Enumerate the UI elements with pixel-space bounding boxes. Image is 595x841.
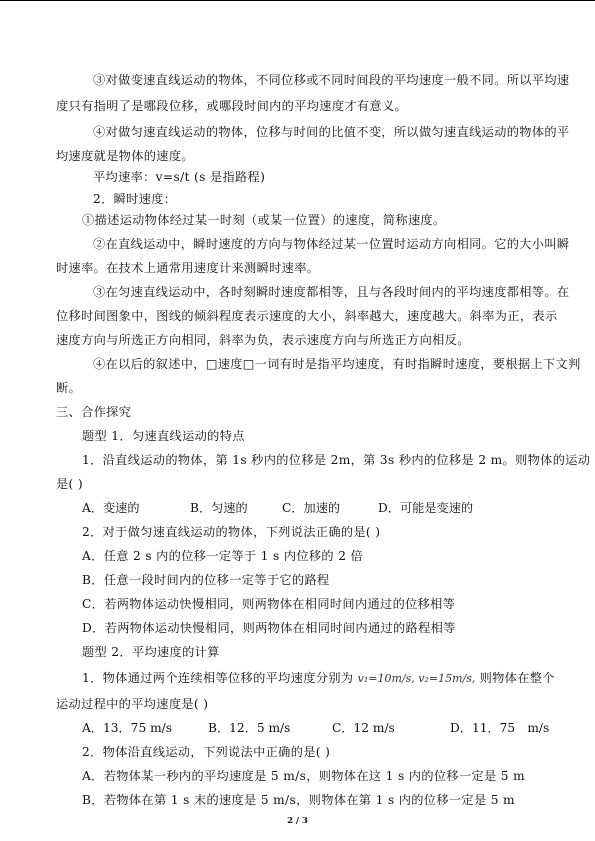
question-stem bbox=[82, 670, 555, 687]
text-line: 平均速率：v=s/t (s 是指路程) bbox=[93, 170, 266, 184]
text-line: 断。 bbox=[56, 381, 82, 395]
text-line: 均速度就是物体的速度。 bbox=[56, 149, 194, 163]
option-a: A．变速的 bbox=[82, 501, 140, 515]
text-line: 时速率。在技术上通常用速度计来测瞬时速率。 bbox=[56, 261, 320, 275]
option-c: C．加速的 bbox=[282, 501, 341, 515]
text-line: 速度方向与所选正方向相同，斜率为负，表示速度方向与所选正方向相反。 bbox=[56, 333, 470, 347]
option-d: D．若两物体运动快慢相同，则两物体在相同时间内通过的路程相等 bbox=[82, 621, 456, 635]
text-line: ④在以后的叙述中，□速度□一词有时是指平均速度，有时指瞬时速度，要根据上下文判 bbox=[93, 357, 581, 371]
question-type-heading: 题型 1．匀速直线运动的特点 bbox=[82, 429, 245, 443]
option-c: C．若两物体运动快慢相同，则两物体在相同时间内通过的位移相等 bbox=[82, 597, 456, 611]
option-b: B．若物体在第 1 s 末的速度是 5 m/s，则物体在第 1 s 内的位移一定是 5 m bbox=[82, 793, 515, 807]
option-b: B．12．5 m/s bbox=[208, 721, 291, 735]
text-line: 度只有指明了是哪段位移，或哪段时间内的平均速度才有意义。 bbox=[56, 99, 408, 113]
question-prefix: 1．物体通过两个连续相等位移的平均速度分别为 bbox=[82, 671, 354, 685]
question-stem: 是( ) bbox=[56, 477, 83, 491]
velocity-formula: v₁=10m/s, v₂=15m/s, bbox=[357, 672, 476, 685]
question-stem: 1．沿直线运动的物体，第 1s 秒内的位移是 2m，第 3s 秒内的位移是 2 m。则物体的运动 bbox=[82, 453, 591, 467]
text-line: ②在直线运动中，瞬时速度的方向与物体经过某一位置时运动方向相同。它的大小叫瞬 bbox=[93, 237, 570, 251]
page-number: 2 / 3 bbox=[287, 816, 308, 826]
question-stem: 2．对于做匀速直线运动的物体，下列说法正确的是( ) bbox=[82, 525, 381, 539]
question-type-heading: 题型 2．平均速度的计算 bbox=[82, 645, 220, 659]
option-b: B．匀速的 bbox=[190, 501, 248, 515]
option-a: A．若物体某一秒内的平均速度是 5 m/s，则物体在这 1 s 内的位移一定是 5 m bbox=[82, 769, 526, 783]
option-d: D．可能是变速的 bbox=[378, 501, 474, 515]
text-line: ④对做匀速直线运动的物体，位移与时间的比值不变，所以做匀速直线运动的物体的平 bbox=[93, 125, 570, 139]
option-b: B．任意一段时间内的位移一定等于它的路程 bbox=[82, 573, 330, 587]
question-stem: 2．物体沿直线运动，下列说法中正确的是( ) bbox=[82, 745, 331, 759]
question-stem: 运动过程中的平均速度是( ) bbox=[56, 697, 209, 711]
question-suffix: 则物体在整个 bbox=[479, 671, 555, 685]
option-d: D．11．75 m/s bbox=[450, 721, 550, 735]
option-a: A．13．75 m/s bbox=[82, 721, 172, 735]
text-line: ③在匀速直线运动中，各时刻瞬时速度都相等，且与各段时间内的平均速度都相等。在 bbox=[93, 285, 570, 299]
option-a: A．任意 2 s 内的位移一定等于 1 s 内位移的 2 倍 bbox=[82, 549, 364, 563]
page-top-rule bbox=[0, 0, 595, 1]
text-line: ①描述运动物体经过某一时刻（或某一位置）的速度，简称速度。 bbox=[82, 213, 446, 227]
text-line: 位移时间图象中，图线的倾斜程度表示速度的大小，斜率越大，速度越大。斜率为正，表示 bbox=[56, 309, 558, 323]
text-line: ③对做变速直线运动的物体，不同位移或不同时间段的平均速度一般不同。所以平均速 bbox=[93, 73, 570, 87]
option-c: C．12 m/s bbox=[332, 721, 395, 735]
text-line: 2．瞬时速度： bbox=[93, 192, 177, 206]
section-heading: 三、合作探究 bbox=[56, 405, 132, 419]
